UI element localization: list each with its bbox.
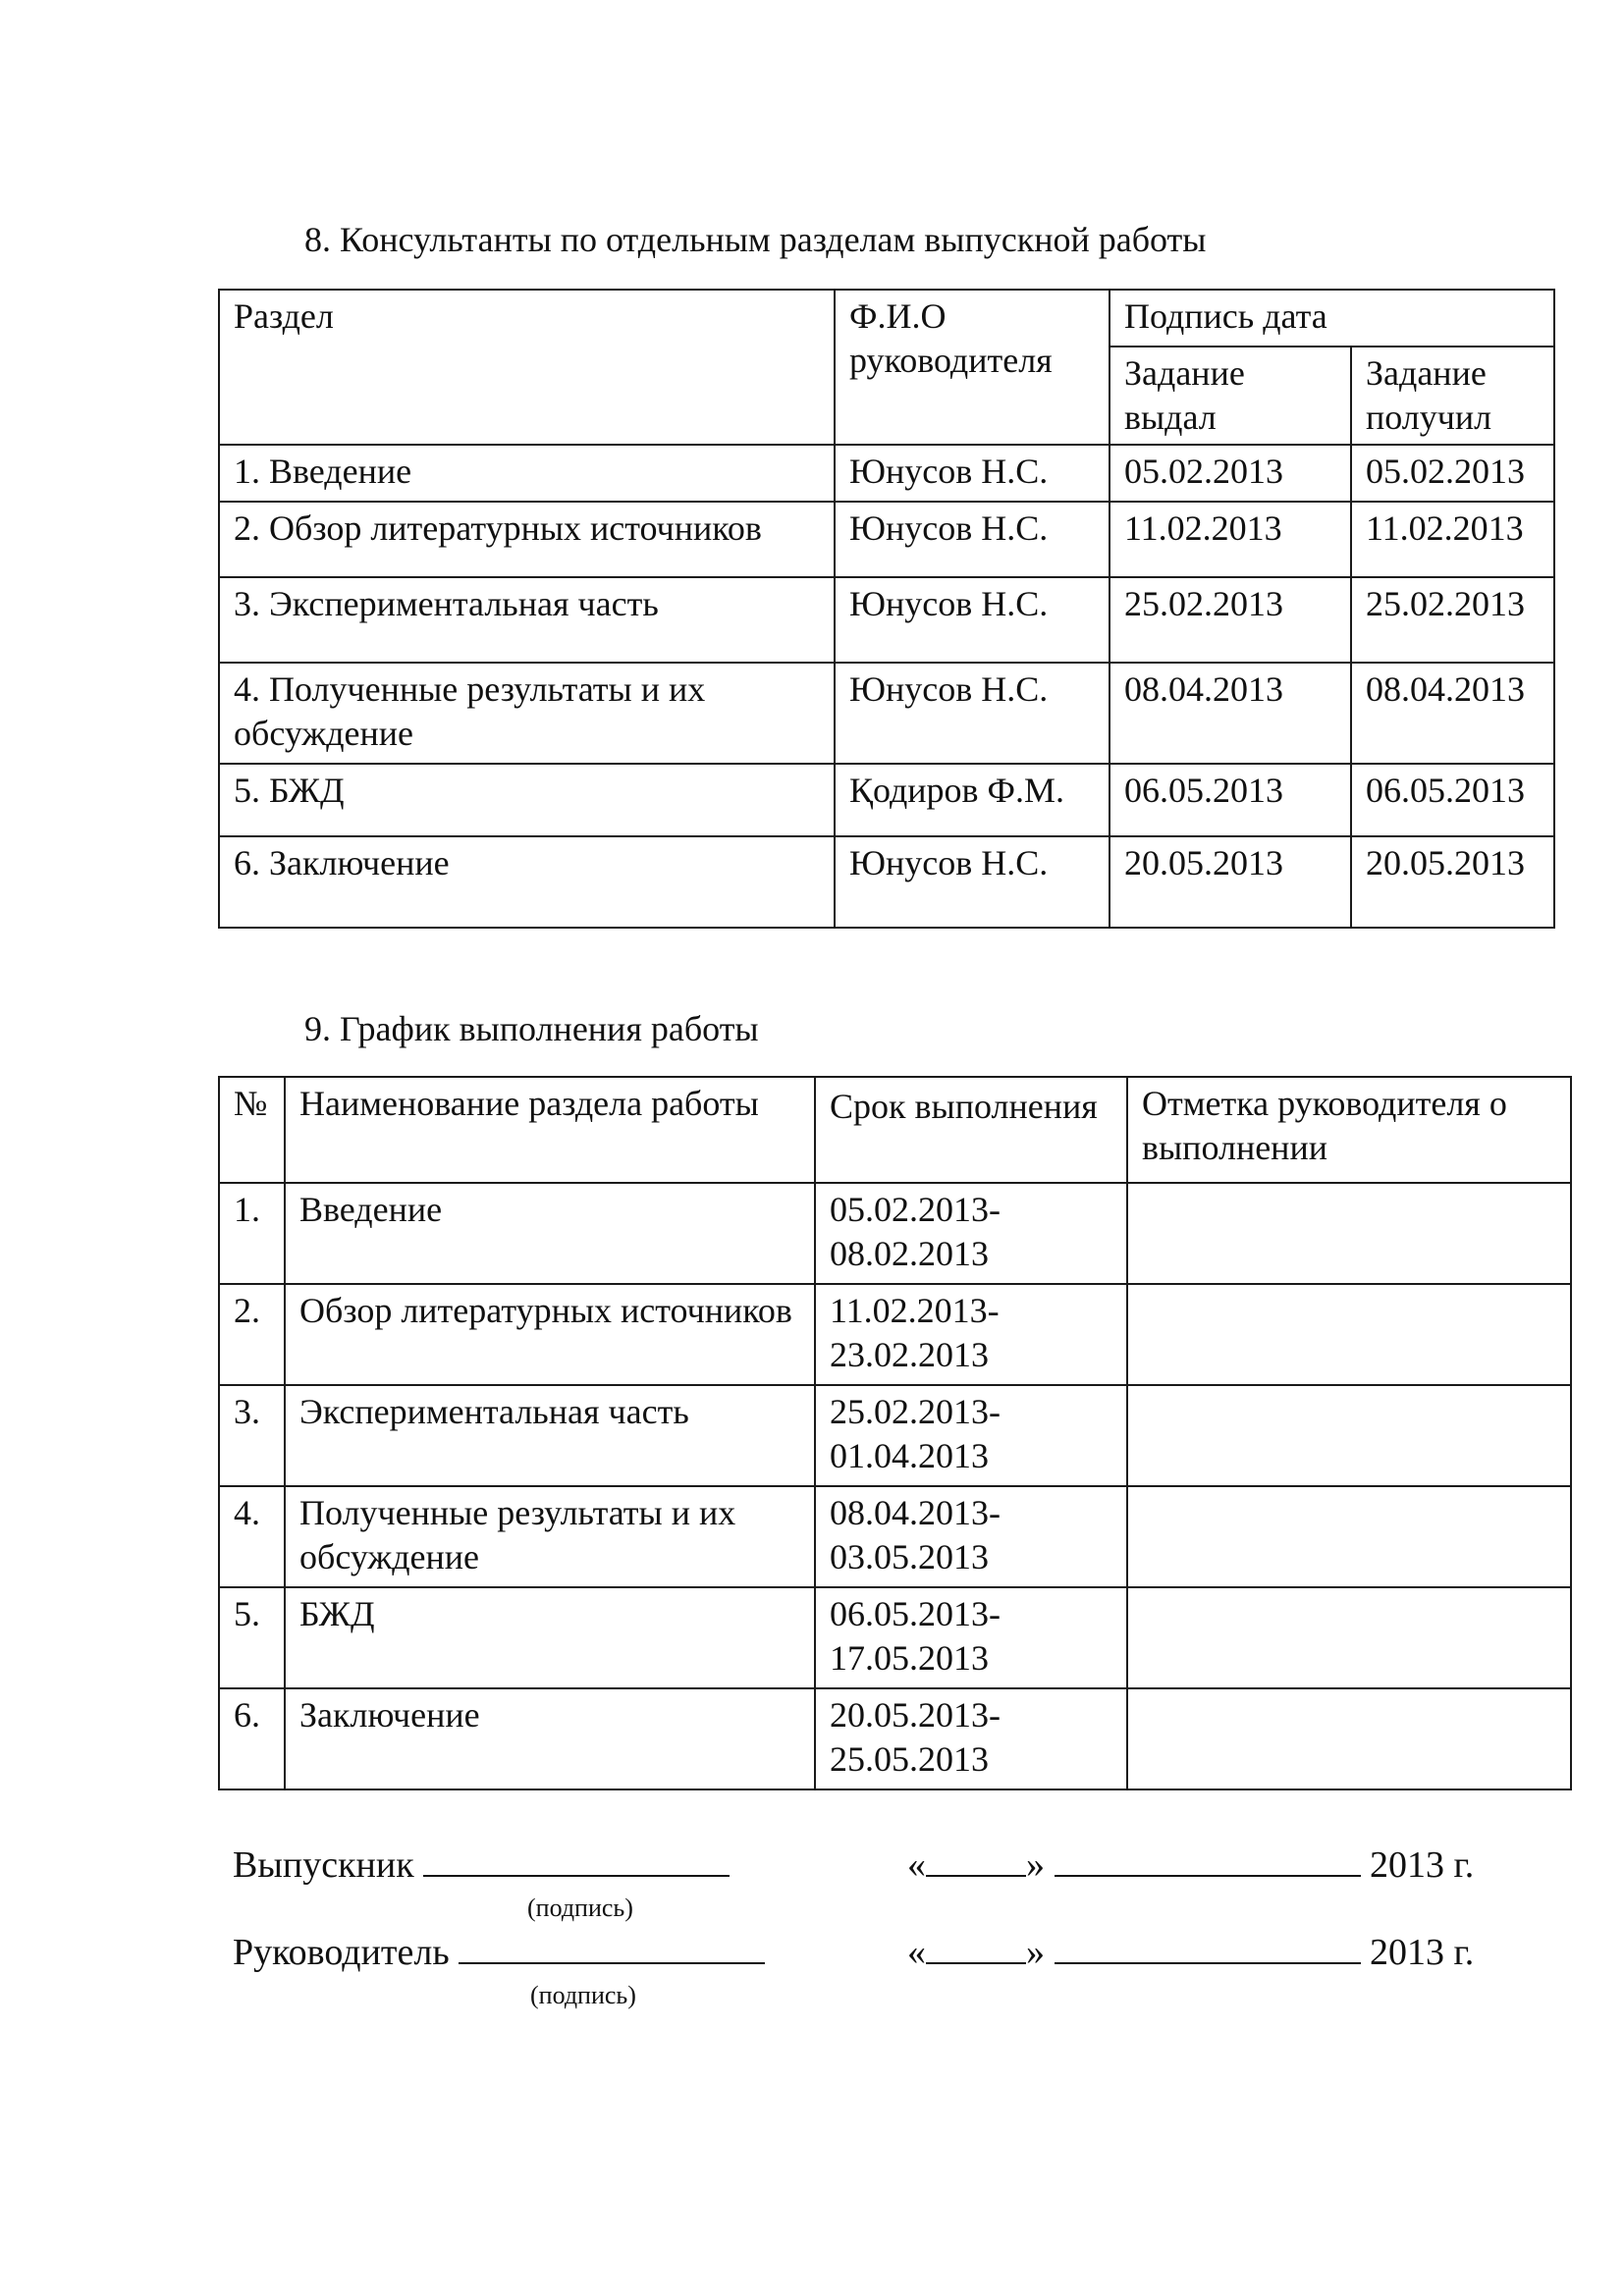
supervisor-signature-field[interactable] xyxy=(459,1933,765,1964)
table-row xyxy=(219,445,1554,502)
cell-title: Введение xyxy=(285,1183,815,1284)
deadline-start: 05.02.2013- xyxy=(830,1190,1001,1229)
graduate-signature-caption: (подпись) xyxy=(527,1894,633,1922)
year-text: 2013 г. xyxy=(1370,1844,1475,1886)
table-row xyxy=(219,1284,1571,1385)
cell-mark xyxy=(1127,1486,1571,1587)
header-received: Задание получил xyxy=(1351,347,1554,445)
graduate-month-field[interactable] xyxy=(1055,1845,1361,1877)
graduate-label: Выпускник xyxy=(233,1844,414,1886)
cell-deadline xyxy=(815,1183,1127,1284)
cell-title: БЖД xyxy=(285,1587,815,1688)
cell-mark xyxy=(1127,1385,1571,1486)
cell-num: 4. xyxy=(219,1486,285,1587)
cell-received: 08.04.2013 xyxy=(1351,663,1554,764)
table-row xyxy=(219,1486,1571,1587)
cell-deadline xyxy=(815,1284,1127,1385)
cell-title: Экспериментальная часть xyxy=(285,1385,815,1486)
deadline-start: 25.02.2013- xyxy=(830,1392,1001,1431)
section9-heading: 9. График выполнения работы xyxy=(304,1009,759,1048)
quote-close: » xyxy=(1026,1932,1045,1973)
supervisor-date-line xyxy=(907,1930,1474,1975)
cell-num: 3. xyxy=(219,1385,285,1486)
header-section: Раздел xyxy=(219,290,835,445)
cell-issued: 20.05.2013 xyxy=(1110,836,1351,928)
cell-num: 1. xyxy=(219,1183,285,1284)
cell-name: Қодиров Ф.М. xyxy=(835,764,1110,836)
supervisor-signature-caption: (подпись) xyxy=(530,1981,636,2009)
cell-deadline xyxy=(815,1688,1127,1789)
year-text: 2013 г. xyxy=(1370,1932,1475,1973)
graduate-signature-field[interactable] xyxy=(423,1845,730,1877)
quote-open: « xyxy=(907,1932,926,1973)
cell-mark xyxy=(1127,1688,1571,1789)
header-issued: Задание выдал xyxy=(1110,347,1351,445)
cell-issued: 25.02.2013 xyxy=(1110,577,1351,663)
cell-issued: 05.02.2013 xyxy=(1110,445,1351,502)
graduate-date-line xyxy=(907,1842,1474,1888)
table-row xyxy=(219,1385,1571,1486)
header-signature-date: Подпись дата xyxy=(1110,290,1554,347)
cell-issued: 11.02.2013 xyxy=(1110,502,1351,577)
graduate-signature-line xyxy=(233,1842,730,1888)
table-header-row xyxy=(219,290,1554,347)
cell-section: 4. Полученные результаты и их обсуждение xyxy=(219,663,835,764)
deadline-end: 03.05.2013 xyxy=(830,1537,989,1576)
deadline-start: 11.02.2013- xyxy=(830,1291,1000,1330)
cell-received: 25.02.2013 xyxy=(1351,577,1554,663)
cell-deadline xyxy=(815,1486,1127,1587)
quote-close: » xyxy=(1026,1844,1045,1886)
cell-deadline xyxy=(815,1587,1127,1688)
cell-num: 5. xyxy=(219,1587,285,1688)
deadline-end: 23.02.2013 xyxy=(830,1335,989,1374)
deadline-start: 06.05.2013- xyxy=(830,1594,1001,1633)
deadline-end: 08.02.2013 xyxy=(830,1234,989,1273)
table-row xyxy=(219,502,1554,577)
cell-section: 5. БЖД xyxy=(219,764,835,836)
schedule-table xyxy=(218,1076,1572,1790)
cell-received: 11.02.2013 xyxy=(1351,502,1554,577)
deadline-start: 08.04.2013- xyxy=(830,1493,1001,1532)
table-header-row xyxy=(219,1077,1571,1183)
cell-mark xyxy=(1127,1183,1571,1284)
cell-name: Юнусов Н.С. xyxy=(835,577,1110,663)
cell-num: 2. xyxy=(219,1284,285,1385)
table-row xyxy=(219,836,1554,928)
header-mark: Отметка руководителя о выполнении xyxy=(1127,1077,1571,1183)
cell-received: 20.05.2013 xyxy=(1351,836,1554,928)
supervisor-month-field[interactable] xyxy=(1055,1933,1361,1964)
cell-received: 05.02.2013 xyxy=(1351,445,1554,502)
table-row xyxy=(219,1688,1571,1789)
cell-issued: 06.05.2013 xyxy=(1110,764,1351,836)
cell-title: Обзор литературных источников xyxy=(285,1284,815,1385)
consultants-table xyxy=(218,289,1555,929)
supervisor-label: Руководитель xyxy=(233,1932,450,1973)
supervisor-day-field[interactable] xyxy=(926,1933,1026,1964)
cell-name: Юнусов Н.С. xyxy=(835,445,1110,502)
section8-heading: 8. Консультанты по отдельным разделам выпускной работы xyxy=(304,220,1207,259)
cell-section: 3. Экспериментальная часть xyxy=(219,577,835,663)
table-row xyxy=(219,663,1554,764)
cell-deadline xyxy=(815,1385,1127,1486)
header-title: Наименование раздела работы xyxy=(285,1077,815,1183)
quote-open: « xyxy=(907,1844,926,1886)
cell-title: Заключение xyxy=(285,1688,815,1789)
cell-name: Юнусов Н.С. xyxy=(835,502,1110,577)
header-name: Ф.И.О руководителя xyxy=(835,290,1110,445)
cell-num: 6. xyxy=(219,1688,285,1789)
header-num: № xyxy=(219,1077,285,1183)
cell-title: Полученные результаты и их обсуждение xyxy=(285,1486,815,1587)
cell-issued: 08.04.2013 xyxy=(1110,663,1351,764)
cell-received: 06.05.2013 xyxy=(1351,764,1554,836)
table-row xyxy=(219,764,1554,836)
table-row xyxy=(219,1183,1571,1284)
cell-mark xyxy=(1127,1284,1571,1385)
deadline-end: 01.04.2013 xyxy=(830,1436,989,1475)
deadline-end: 17.05.2013 xyxy=(830,1638,989,1678)
cell-name: Юнусов Н.С. xyxy=(835,836,1110,928)
deadline-start: 20.05.2013- xyxy=(830,1695,1001,1735)
cell-section: 6. Заключение xyxy=(219,836,835,928)
supervisor-signature-line xyxy=(233,1930,765,1975)
cell-mark xyxy=(1127,1587,1571,1688)
deadline-end: 25.05.2013 xyxy=(830,1739,989,1779)
table-row xyxy=(219,1587,1571,1688)
table-row xyxy=(219,577,1554,663)
cell-section: 2. Обзор литературных источников xyxy=(219,502,835,577)
graduate-day-field[interactable] xyxy=(926,1845,1026,1877)
cell-section: 1. Введение xyxy=(219,445,835,502)
cell-name: Юнусов Н.С. xyxy=(835,663,1110,764)
header-deadline: Срок выполнения xyxy=(815,1077,1127,1183)
